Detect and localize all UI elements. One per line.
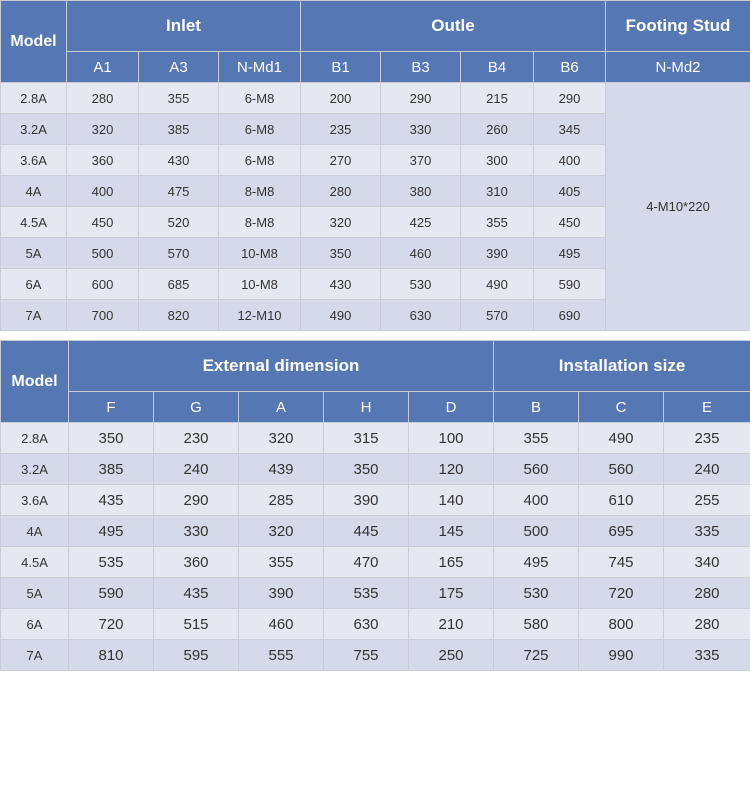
table-cell: 260 bbox=[461, 114, 534, 145]
table-cell: 580 bbox=[494, 609, 579, 640]
table-row bbox=[1, 454, 750, 485]
table-cell: 345 bbox=[534, 114, 606, 145]
table-cell: 235 bbox=[664, 423, 750, 454]
installation-size-header: Installation size bbox=[494, 341, 750, 392]
table-cell: 720 bbox=[69, 609, 154, 640]
table-cell: 400 bbox=[494, 485, 579, 516]
table-cell: 700 bbox=[67, 300, 139, 331]
table-cell: 500 bbox=[67, 238, 139, 269]
table-cell: 235 bbox=[301, 114, 381, 145]
table-cell: 350 bbox=[69, 423, 154, 454]
table-cell: 355 bbox=[239, 547, 324, 578]
table-cell: 360 bbox=[154, 547, 239, 578]
table-cell: 725 bbox=[494, 640, 579, 671]
table-cell: 100 bbox=[409, 423, 494, 454]
table-cell: 355 bbox=[461, 207, 534, 238]
table-cell: 145 bbox=[409, 516, 494, 547]
table-cell: 595 bbox=[154, 640, 239, 671]
table-cell: 320 bbox=[67, 114, 139, 145]
table-cell: 210 bbox=[409, 609, 494, 640]
table-cell: 590 bbox=[534, 269, 606, 300]
table-cell: 450 bbox=[67, 207, 139, 238]
model-cell: 4A bbox=[1, 176, 67, 207]
table-cell: 350 bbox=[324, 454, 409, 485]
table-cell: 315 bbox=[324, 423, 409, 454]
table-cell: 490 bbox=[461, 269, 534, 300]
table-cell: 690 bbox=[534, 300, 606, 331]
column-header: C bbox=[579, 392, 664, 423]
table-cell: 385 bbox=[139, 114, 219, 145]
table-cell: 820 bbox=[139, 300, 219, 331]
table-cell: 530 bbox=[494, 578, 579, 609]
table-cell: 800 bbox=[579, 609, 664, 640]
table-cell: 390 bbox=[461, 238, 534, 269]
table-cell: 255 bbox=[664, 485, 750, 516]
table-cell: 12-M10 bbox=[219, 300, 301, 331]
table-cell: 8-M8 bbox=[219, 176, 301, 207]
model-cell: 6A bbox=[1, 609, 69, 640]
table-cell: 695 bbox=[579, 516, 664, 547]
table-cell: 6-M8 bbox=[219, 145, 301, 176]
table-cell: 470 bbox=[324, 547, 409, 578]
table-cell: 355 bbox=[139, 83, 219, 114]
table-cell: 445 bbox=[324, 516, 409, 547]
table-cell: 10-M8 bbox=[219, 238, 301, 269]
table-cell: 250 bbox=[409, 640, 494, 671]
table-cell: 165 bbox=[409, 547, 494, 578]
table-cell: 320 bbox=[301, 207, 381, 238]
table-cell: 340 bbox=[664, 547, 750, 578]
table-cell: 310 bbox=[461, 176, 534, 207]
column-header: B4 bbox=[461, 52, 534, 83]
table-cell: 240 bbox=[154, 454, 239, 485]
flange-size-table bbox=[0, 0, 750, 331]
table-cell: 270 bbox=[301, 145, 381, 176]
table-cell: 610 bbox=[579, 485, 664, 516]
table-cell: 435 bbox=[154, 578, 239, 609]
column-header: A1 bbox=[67, 52, 139, 83]
table-cell: 490 bbox=[579, 423, 664, 454]
table-cell: 495 bbox=[494, 547, 579, 578]
table-cell: 535 bbox=[69, 547, 154, 578]
table-row bbox=[1, 640, 750, 671]
model-cell: 5A bbox=[1, 578, 69, 609]
table-cell: 330 bbox=[154, 516, 239, 547]
table-cell: 685 bbox=[139, 269, 219, 300]
footing-stud-header: Footing Stud bbox=[606, 1, 750, 52]
column-header: B3 bbox=[381, 52, 461, 83]
table-cell: 8-M8 bbox=[219, 207, 301, 238]
table-cell: 460 bbox=[381, 238, 461, 269]
column-header: N-Md2 bbox=[606, 52, 750, 83]
table-cell: 405 bbox=[534, 176, 606, 207]
model-cell: 2.8A bbox=[1, 83, 67, 114]
column-header: B6 bbox=[534, 52, 606, 83]
table-cell: 200 bbox=[301, 83, 381, 114]
table-cell: 520 bbox=[139, 207, 219, 238]
column-header: E bbox=[664, 392, 750, 423]
column-header: A3 bbox=[139, 52, 219, 83]
table-cell: 330 bbox=[381, 114, 461, 145]
table-cell: 175 bbox=[409, 578, 494, 609]
table-cell: 390 bbox=[324, 485, 409, 516]
table-row bbox=[1, 83, 750, 114]
model-cell: 6A bbox=[1, 269, 67, 300]
table-cell: 350 bbox=[301, 238, 381, 269]
table-row bbox=[1, 423, 750, 454]
table-row bbox=[1, 609, 750, 640]
table-cell: 500 bbox=[494, 516, 579, 547]
table-cell: 450 bbox=[534, 207, 606, 238]
column-header: B bbox=[494, 392, 579, 423]
table-cell: 755 bbox=[324, 640, 409, 671]
outlet-header: Outle bbox=[301, 1, 606, 52]
table-cell: 355 bbox=[494, 423, 579, 454]
table-cell: 515 bbox=[154, 609, 239, 640]
table-cell: 555 bbox=[239, 640, 324, 671]
table-cell: 570 bbox=[461, 300, 534, 331]
table-cell: 290 bbox=[154, 485, 239, 516]
table-cell: 335 bbox=[664, 516, 750, 547]
model-cell: 3.6A bbox=[1, 485, 69, 516]
external-dimension-header: External dimension bbox=[69, 341, 494, 392]
table-row bbox=[1, 547, 750, 578]
dimension-table bbox=[0, 340, 750, 671]
table-cell: 590 bbox=[69, 578, 154, 609]
table-cell: 990 bbox=[579, 640, 664, 671]
table-cell: 120 bbox=[409, 454, 494, 485]
model-cell: 4A bbox=[1, 516, 69, 547]
model-cell: 5A bbox=[1, 238, 67, 269]
table-row bbox=[1, 578, 750, 609]
table-cell: 6-M8 bbox=[219, 83, 301, 114]
table-cell: 435 bbox=[69, 485, 154, 516]
column-header: D bbox=[409, 392, 494, 423]
model-cell: 4.5A bbox=[1, 207, 67, 238]
model-cell: 3.2A bbox=[1, 454, 69, 485]
table-cell: 560 bbox=[579, 454, 664, 485]
table-cell: 140 bbox=[409, 485, 494, 516]
table-cell: 280 bbox=[67, 83, 139, 114]
table-cell: 560 bbox=[494, 454, 579, 485]
table-cell: 490 bbox=[301, 300, 381, 331]
table-cell: 385 bbox=[69, 454, 154, 485]
table-cell: 600 bbox=[67, 269, 139, 300]
table-cell: 475 bbox=[139, 176, 219, 207]
table-cell: 360 bbox=[67, 145, 139, 176]
model-cell: 3.2A bbox=[1, 114, 67, 145]
table-cell: 280 bbox=[301, 176, 381, 207]
table-cell: 425 bbox=[381, 207, 461, 238]
column-header: B1 bbox=[301, 52, 381, 83]
table-cell: 290 bbox=[381, 83, 461, 114]
table-cell: 290 bbox=[534, 83, 606, 114]
table-cell: 745 bbox=[579, 547, 664, 578]
table-cell: 320 bbox=[239, 516, 324, 547]
table-cell: 280 bbox=[664, 609, 750, 640]
table-cell: 400 bbox=[67, 176, 139, 207]
table-cell: 285 bbox=[239, 485, 324, 516]
table-cell: 380 bbox=[381, 176, 461, 207]
table-cell: 630 bbox=[381, 300, 461, 331]
model-cell: 3.6A bbox=[1, 145, 67, 176]
table-cell: 570 bbox=[139, 238, 219, 269]
table-cell: 300 bbox=[461, 145, 534, 176]
column-header: F bbox=[69, 392, 154, 423]
table-cell: 240 bbox=[664, 454, 750, 485]
column-header: G bbox=[154, 392, 239, 423]
table-cell: 430 bbox=[301, 269, 381, 300]
table-cell: 335 bbox=[664, 640, 750, 671]
table-cell: 230 bbox=[154, 423, 239, 454]
table-cell: 535 bbox=[324, 578, 409, 609]
model-header: Model bbox=[1, 1, 67, 83]
footing-stud-value: 4-M10*220 bbox=[606, 83, 750, 331]
model-cell: 7A bbox=[1, 640, 69, 671]
table-cell: 320 bbox=[239, 423, 324, 454]
model-cell: 4.5A bbox=[1, 547, 69, 578]
table-cell: 720 bbox=[579, 578, 664, 609]
table-cell: 370 bbox=[381, 145, 461, 176]
table-cell: 439 bbox=[239, 454, 324, 485]
table-cell: 630 bbox=[324, 609, 409, 640]
inlet-header: Inlet bbox=[67, 1, 301, 52]
table-cell: 6-M8 bbox=[219, 114, 301, 145]
table-cell: 390 bbox=[239, 578, 324, 609]
table-row bbox=[1, 485, 750, 516]
dimension-table-body bbox=[1, 423, 750, 671]
model-cell: 2.8A bbox=[1, 423, 69, 454]
table-cell: 400 bbox=[534, 145, 606, 176]
table-cell: 280 bbox=[664, 578, 750, 609]
column-header: A bbox=[239, 392, 324, 423]
table-cell: 810 bbox=[69, 640, 154, 671]
model-cell: 7A bbox=[1, 300, 67, 331]
table-cell: 430 bbox=[139, 145, 219, 176]
table-row bbox=[1, 516, 750, 547]
table-cell: 530 bbox=[381, 269, 461, 300]
table-cell: 495 bbox=[69, 516, 154, 547]
table-cell: 10-M8 bbox=[219, 269, 301, 300]
flange-size-table-body bbox=[1, 83, 750, 331]
model-header: Model bbox=[1, 341, 69, 423]
table-cell: 215 bbox=[461, 83, 534, 114]
table-cell: 495 bbox=[534, 238, 606, 269]
column-header: H bbox=[324, 392, 409, 423]
column-header: N-Md1 bbox=[219, 52, 301, 83]
table-cell: 460 bbox=[239, 609, 324, 640]
